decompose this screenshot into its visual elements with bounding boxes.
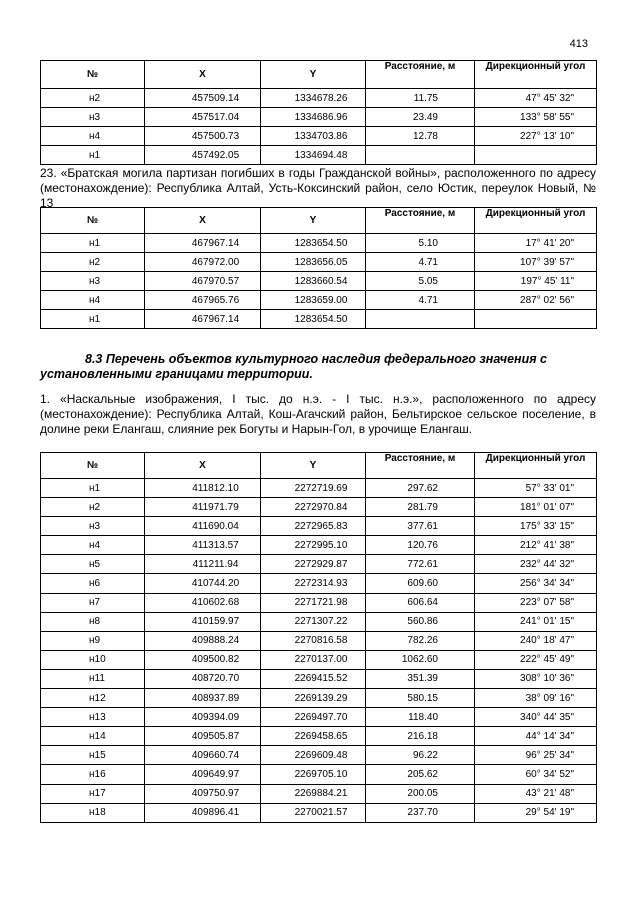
distance-cell: 297.62	[366, 479, 475, 498]
distance-cell: 216.18	[366, 727, 475, 746]
coordinates-table-2	[40, 207, 597, 329]
distance-cell: 377.61	[366, 517, 475, 536]
distance-cell: 609.60	[366, 574, 475, 593]
x-coordinate-cell: 409750.97	[145, 784, 261, 803]
distance-cell: 281.79	[366, 498, 475, 517]
y-coordinate-cell: 1334678.26	[261, 89, 366, 108]
direction-angle-cell: 29° 54' 19"	[475, 803, 597, 822]
distance-cell: 560.86	[366, 612, 475, 631]
section-title: 8.3 Перечень объектов культурного наследия федерального значения с установленными границами территории.	[40, 352, 548, 381]
table-row	[41, 765, 597, 784]
distance-cell: 237.70	[366, 803, 475, 822]
table-row	[41, 108, 597, 127]
x-coordinate-cell: 467967.14	[145, 310, 261, 329]
distance-cell: 782.26	[366, 631, 475, 650]
direction-angle-cell: 287° 02' 56"	[475, 291, 597, 310]
distance-cell: 580.15	[366, 689, 475, 708]
coordinates-table-3	[40, 452, 597, 823]
table-row	[41, 631, 597, 650]
table-row	[41, 689, 597, 708]
header-y: Y	[261, 453, 366, 479]
header-angle: Дирекционный угол	[475, 453, 597, 479]
direction-angle-cell: 223° 07' 58"	[475, 593, 597, 612]
direction-angle-cell	[475, 146, 597, 165]
y-coordinate-cell: 2269458.65	[261, 727, 366, 746]
x-coordinate-cell: 457500.73	[145, 127, 261, 146]
direction-angle-cell: 47° 45' 32"	[475, 89, 597, 108]
table-row	[41, 803, 597, 822]
direction-angle-cell: 60° 34' 52"	[475, 765, 597, 784]
x-coordinate-cell: 457517.04	[145, 108, 261, 127]
x-coordinate-cell: 411313.57	[145, 536, 261, 555]
table-row	[41, 127, 597, 146]
table-row	[41, 669, 597, 688]
direction-angle-cell: 197° 45' 11"	[475, 272, 597, 291]
direction-angle-cell: 38° 09' 16"	[475, 689, 597, 708]
table-row	[41, 89, 597, 108]
direction-angle-cell: 212° 41' 38"	[475, 536, 597, 555]
y-coordinate-cell: 2272995.10	[261, 536, 366, 555]
direction-angle-cell: 308° 10' 36"	[475, 669, 597, 688]
point-id-cell: н13	[41, 708, 145, 727]
header-x: X	[145, 453, 261, 479]
x-coordinate-cell: 411690.04	[145, 517, 261, 536]
direction-angle-cell: 227° 13' 10"	[475, 127, 597, 146]
y-coordinate-cell: 2272314.93	[261, 574, 366, 593]
header-angle: Дирекционный угол	[475, 208, 597, 234]
distance-cell	[366, 146, 475, 165]
x-coordinate-cell: 408720.70	[145, 669, 261, 688]
header-x: X	[145, 61, 261, 89]
x-coordinate-cell: 410744.20	[145, 574, 261, 593]
table-row	[41, 479, 597, 498]
point-id-cell: н16	[41, 765, 145, 784]
point-id-cell: н2	[41, 253, 145, 272]
x-coordinate-cell: 409649.97	[145, 765, 261, 784]
table-row	[41, 234, 597, 253]
direction-angle-cell: 175° 33' 15"	[475, 517, 597, 536]
y-coordinate-cell: 2269415.52	[261, 669, 366, 688]
distance-cell: 200.05	[366, 784, 475, 803]
direction-angle-cell	[475, 310, 597, 329]
x-coordinate-cell: 411211.94	[145, 555, 261, 574]
table-row	[41, 555, 597, 574]
y-coordinate-cell: 2269497.70	[261, 708, 366, 727]
y-coordinate-cell: 1334694.48	[261, 146, 366, 165]
table-row	[41, 272, 597, 291]
point-id-cell: н3	[41, 517, 145, 536]
direction-angle-cell: 44° 14' 34"	[475, 727, 597, 746]
y-coordinate-cell: 1283654.50	[261, 234, 366, 253]
header-no: №	[41, 61, 145, 89]
x-coordinate-cell: 467970.57	[145, 272, 261, 291]
header-no: №	[41, 208, 145, 234]
direction-angle-cell: 133° 58' 55"	[475, 108, 597, 127]
header-distance: Расстояние, м	[366, 61, 475, 89]
x-coordinate-cell: 409500.82	[145, 650, 261, 669]
y-coordinate-cell: 1283659.00	[261, 291, 366, 310]
header-y: Y	[261, 208, 366, 234]
header-angle: Дирекционный угол	[475, 61, 597, 89]
table-row	[41, 612, 597, 631]
distance-cell: 12.78	[366, 127, 475, 146]
y-coordinate-cell: 2270816.58	[261, 631, 366, 650]
x-coordinate-cell: 408937.89	[145, 689, 261, 708]
header-x: X	[145, 208, 261, 234]
table-body	[41, 479, 597, 823]
distance-cell: 606.64	[366, 593, 475, 612]
object-1-description: 1. «Наскальные изображения, I тыс. до н.э. - I тыс. н.э.», расположенного по адресу (местонахождение): Республика Алтай, Кош-Агачский район, Бельтирское сельское поселение, в долине реки Елангаш, слияние рек Богуты и Нарын-Гол, в урочище Елангаш.	[40, 392, 596, 436]
y-coordinate-cell: 1283656.05	[261, 253, 366, 272]
table-row	[41, 310, 597, 329]
x-coordinate-cell: 411812.10	[145, 479, 261, 498]
table-row	[41, 146, 597, 165]
table-row	[41, 574, 597, 593]
y-coordinate-cell: 2272965.83	[261, 517, 366, 536]
x-coordinate-cell: 467965.76	[145, 291, 261, 310]
x-coordinate-cell: 409660.74	[145, 746, 261, 765]
y-coordinate-cell: 2272719.69	[261, 479, 366, 498]
distance-cell: 4.71	[366, 291, 475, 310]
distance-cell: 4.71	[366, 253, 475, 272]
y-coordinate-cell: 2271307.22	[261, 612, 366, 631]
distance-cell: 11.75	[366, 89, 475, 108]
point-id-cell: н10	[41, 650, 145, 669]
point-id-cell: н4	[41, 127, 145, 146]
y-coordinate-cell: 2271721.98	[261, 593, 366, 612]
point-id-cell: н6	[41, 574, 145, 593]
point-id-cell: н18	[41, 803, 145, 822]
object-23-description: 23. «Братская могила партизан погибших в годы Гражданской войны», расположенного по адресу (местонахождение): Республика Алтай, Усть-Коксинский район, село Юстик, переулок Новый, № 13	[40, 166, 596, 210]
point-id-cell: н7	[41, 593, 145, 612]
table-row	[41, 784, 597, 803]
direction-angle-cell: 43° 21' 48"	[475, 784, 597, 803]
point-id-cell: н5	[41, 555, 145, 574]
y-coordinate-cell: 2269609.48	[261, 746, 366, 765]
distance-cell: 120.76	[366, 536, 475, 555]
distance-cell: 205.62	[366, 765, 475, 784]
x-coordinate-cell: 409888.24	[145, 631, 261, 650]
point-id-cell: н14	[41, 727, 145, 746]
table-row	[41, 253, 597, 272]
y-coordinate-cell: 2270021.57	[261, 803, 366, 822]
x-coordinate-cell: 410602.68	[145, 593, 261, 612]
header-y: Y	[261, 61, 366, 89]
direction-angle-cell: 222° 45' 49"	[475, 650, 597, 669]
distance-cell: 23.49	[366, 108, 475, 127]
table-row	[41, 727, 597, 746]
distance-cell: 5.10	[366, 234, 475, 253]
point-id-cell: н1	[41, 234, 145, 253]
point-id-cell: н11	[41, 669, 145, 688]
y-coordinate-cell: 2269705.10	[261, 765, 366, 784]
point-id-cell: н9	[41, 631, 145, 650]
table-body	[41, 89, 597, 165]
header-distance: Расстояние, м	[366, 208, 475, 234]
x-coordinate-cell: 411971.79	[145, 498, 261, 517]
x-coordinate-cell: 410159.97	[145, 612, 261, 631]
table-row	[41, 746, 597, 765]
x-coordinate-cell: 409394.09	[145, 708, 261, 727]
distance-cell: 5.05	[366, 272, 475, 291]
x-coordinate-cell: 467967.14	[145, 234, 261, 253]
x-coordinate-cell: 457492.05	[145, 146, 261, 165]
y-coordinate-cell: 2269139.29	[261, 689, 366, 708]
y-coordinate-cell: 1334703.86	[261, 127, 366, 146]
point-id-cell: н12	[41, 689, 145, 708]
direction-angle-cell: 241° 01' 15"	[475, 612, 597, 631]
point-id-cell: н1	[41, 146, 145, 165]
table-body	[41, 234, 597, 329]
x-coordinate-cell: 409896.41	[145, 803, 261, 822]
distance-cell: 1062.60	[366, 650, 475, 669]
direction-angle-cell: 57° 33' 01"	[475, 479, 597, 498]
point-id-cell: н15	[41, 746, 145, 765]
point-id-cell: н8	[41, 612, 145, 631]
point-id-cell: н4	[41, 536, 145, 555]
direction-angle-cell: 256° 34' 34"	[475, 574, 597, 593]
y-coordinate-cell: 2270137.00	[261, 650, 366, 669]
header-distance: Расстояние, м	[366, 453, 475, 479]
distance-cell: 772.61	[366, 555, 475, 574]
y-coordinate-cell: 1334686.96	[261, 108, 366, 127]
point-id-cell: н1	[41, 479, 145, 498]
table-row	[41, 708, 597, 727]
coordinates-table-1	[40, 60, 597, 165]
table-row	[41, 650, 597, 669]
table-row	[41, 498, 597, 517]
point-id-cell: н3	[41, 108, 145, 127]
header-no: №	[41, 453, 145, 479]
point-id-cell: н4	[41, 291, 145, 310]
distance-cell	[366, 310, 475, 329]
direction-angle-cell: 96° 25' 34"	[475, 746, 597, 765]
direction-angle-cell: 181° 01' 07"	[475, 498, 597, 517]
y-coordinate-cell: 2269884.21	[261, 784, 366, 803]
point-id-cell: н1	[41, 310, 145, 329]
x-coordinate-cell: 457509.14	[145, 89, 261, 108]
direction-angle-cell: 340° 44' 35"	[475, 708, 597, 727]
y-coordinate-cell: 2272970.84	[261, 498, 366, 517]
y-coordinate-cell: 1283660.54	[261, 272, 366, 291]
direction-angle-cell: 107° 39' 57"	[475, 253, 597, 272]
direction-angle-cell: 17° 41' 20"	[475, 234, 597, 253]
table-row	[41, 593, 597, 612]
table-row	[41, 291, 597, 310]
x-coordinate-cell: 409505.87	[145, 727, 261, 746]
direction-angle-cell: 240° 18' 47"	[475, 631, 597, 650]
direction-angle-cell: 232° 44' 32"	[475, 555, 597, 574]
page-number: 413	[569, 38, 588, 50]
distance-cell: 118.40	[366, 708, 475, 727]
point-id-cell: н3	[41, 272, 145, 291]
table-row	[41, 536, 597, 555]
table-row	[41, 517, 597, 536]
point-id-cell: н2	[41, 498, 145, 517]
point-id-cell: н17	[41, 784, 145, 803]
y-coordinate-cell: 2272929.87	[261, 555, 366, 574]
y-coordinate-cell: 1283654.50	[261, 310, 366, 329]
distance-cell: 351.39	[366, 669, 475, 688]
point-id-cell: н2	[41, 89, 145, 108]
distance-cell: 96.22	[366, 746, 475, 765]
x-coordinate-cell: 467972.00	[145, 253, 261, 272]
